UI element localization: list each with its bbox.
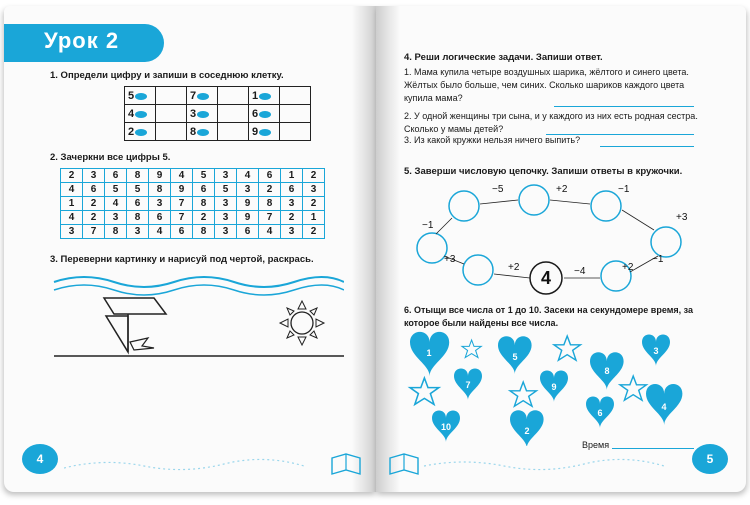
page-number: 5 — [692, 444, 728, 474]
digit-cell[interactable]: 2 — [259, 183, 281, 197]
hidden-number: 3 — [653, 346, 659, 356]
digit-cell[interactable]: 1 — [303, 211, 325, 225]
digit-cell: 4 — [125, 105, 156, 123]
digit-cell[interactable]: 6 — [193, 183, 215, 197]
digit-cell[interactable]: 2 — [303, 197, 325, 211]
digit-cell[interactable]: 9 — [149, 169, 171, 183]
hidden-number: 9 — [551, 382, 557, 392]
hearts-and-stars — [404, 326, 724, 446]
hidden-number: 5 — [512, 352, 518, 362]
grid-row — [125, 105, 311, 123]
digit-cell: 9 — [249, 123, 280, 141]
hidden-number: 7 — [465, 380, 471, 390]
digit-cell[interactable]: 7 — [171, 211, 193, 225]
chain-op: +2 — [508, 262, 520, 273]
lesson-title: Урок 2 — [44, 28, 120, 53]
chain-circle[interactable] — [463, 255, 493, 285]
digit-cell[interactable]: 4 — [61, 183, 83, 197]
open-workbook — [4, 6, 746, 498]
digit-cell[interactable]: 3 — [215, 211, 237, 225]
digits-row — [61, 225, 325, 239]
digit-cell[interactable]: 2 — [303, 169, 325, 183]
star-icon — [410, 378, 439, 404]
answer-cell[interactable] — [218, 87, 249, 105]
task5-title: 5. Заверши числовую цепочку. Запиши ответы в кружочки. — [404, 166, 683, 177]
chain-circle[interactable] — [519, 185, 549, 215]
star-icon — [510, 382, 536, 406]
digit-cell[interactable]: 8 — [105, 225, 127, 239]
chain-op: −1 — [652, 254, 664, 265]
task4-question2: 2. У одной женщины три сына, и у каждого из них есть родная сестра. Сколько у мамы детей? — [404, 111, 698, 134]
digit-cell[interactable]: 4 — [237, 169, 259, 183]
answer-cell[interactable] — [280, 123, 311, 141]
digit-cell: 5 — [125, 87, 156, 105]
digit-cell[interactable]: 3 — [127, 225, 149, 239]
digits-row — [61, 183, 325, 197]
chain-circle[interactable] — [591, 191, 621, 221]
digit-cell[interactable]: 5 — [105, 183, 127, 197]
digits-row — [61, 197, 325, 211]
chain-circle[interactable] — [651, 227, 681, 257]
answer-cell[interactable] — [218, 123, 249, 141]
time-label: Время — [582, 440, 610, 450]
digit-cell[interactable]: 1 — [281, 169, 303, 183]
answer-cell[interactable] — [280, 87, 311, 105]
digit-cell: 3 — [187, 105, 218, 123]
sailboat-drawing — [104, 298, 166, 352]
answer-cell[interactable] — [156, 123, 187, 141]
answer-line[interactable] — [554, 106, 694, 107]
grid-row — [125, 123, 311, 141]
digit-cell[interactable]: 3 — [105, 211, 127, 225]
digit-cell[interactable]: 4 — [171, 169, 193, 183]
digits-row — [61, 211, 325, 225]
grid-row — [125, 87, 311, 105]
star-icon — [462, 340, 481, 358]
digit-cell[interactable]: 3 — [149, 197, 171, 211]
chain-start: 4 — [540, 268, 552, 288]
hidden-number: 4 — [661, 402, 667, 412]
decorative-dots — [384, 448, 674, 478]
chain-circle[interactable] — [417, 233, 447, 263]
number-chain — [396, 178, 726, 298]
answer-cell[interactable] — [156, 105, 187, 123]
digit-cell[interactable]: 5 — [215, 183, 237, 197]
digit-cell[interactable]: 9 — [171, 183, 193, 197]
task6-title: 6. Отыщи все числа от 1 до 10. Засеки на секундомере время, за которое были найдены все числа. — [404, 305, 693, 328]
digit-cell[interactable]: 3 — [237, 183, 259, 197]
digit-cell[interactable]: 3 — [215, 169, 237, 183]
digit-cell[interactable]: 2 — [83, 211, 105, 225]
chain-op: −1 — [422, 220, 434, 231]
answer-cell[interactable] — [156, 87, 187, 105]
digit-cell[interactable]: 6 — [259, 169, 281, 183]
digit-cell[interactable]: 7 — [171, 197, 193, 211]
hidden-number: 6 — [597, 408, 603, 418]
chain-op: −1 — [618, 184, 630, 195]
digits-table — [60, 168, 325, 239]
task2-title: 2. Зачеркни все цифры 5. — [50, 152, 171, 163]
hidden-number: 8 — [604, 366, 610, 376]
digit-cell[interactable]: 6 — [171, 225, 193, 239]
hidden-number: 10 — [440, 422, 452, 432]
right-page — [376, 6, 746, 492]
book-icon — [332, 454, 360, 474]
digit-cell[interactable]: 2 — [303, 225, 325, 239]
digit-cell[interactable]: 3 — [281, 225, 303, 239]
chain-op: +2 — [556, 184, 568, 195]
digit-cell[interactable]: 4 — [149, 225, 171, 239]
digits-row — [61, 169, 325, 183]
digit-cell[interactable]: 8 — [127, 169, 149, 183]
digit-cell[interactable]: 8 — [193, 225, 215, 239]
sun-drawing — [280, 301, 324, 345]
digit-cell: 8 — [187, 123, 218, 141]
digit-cell[interactable]: 5 — [193, 169, 215, 183]
digit-cell[interactable]: 8 — [127, 211, 149, 225]
digit-cell[interactable]: 2 — [281, 211, 303, 225]
task4-question3: 3. Из какой кружки нельзя ничего выпить? — [404, 135, 581, 145]
digit-cell[interactable]: 8 — [149, 183, 171, 197]
digit-cell[interactable]: 2 — [61, 169, 83, 183]
digit-cell[interactable]: 3 — [281, 197, 303, 211]
task4-question1: 1. Мама купила четыре воздушных шарика, жёлтого и синего цвета. Жёлтых было больше, чем синих. Сколько шариков каждого цвета купила мама? — [404, 67, 689, 103]
chain-op: −4 — [574, 266, 586, 277]
hidden-number: 2 — [524, 426, 530, 436]
chain-op: −5 — [492, 184, 504, 195]
digit-cell[interactable]: 3 — [61, 225, 83, 239]
digit-cell[interactable]: 4 — [61, 211, 83, 225]
page-number: 4 — [22, 444, 58, 474]
chain-op: +2 — [622, 262, 634, 273]
chain-op: +3 — [444, 254, 456, 265]
book-icon — [390, 454, 418, 474]
task1-title: 1. Определи цифру и запиши в соседнюю клетку. — [50, 70, 284, 81]
digit-cell[interactable]: 1 — [61, 197, 83, 211]
digit-cell[interactable]: 3 — [303, 183, 325, 197]
digit-cell[interactable]: 6 — [149, 211, 171, 225]
answer-cell[interactable] — [218, 105, 249, 123]
task3-title: 3. Переверни картинку и нарисуй под чертой, раскрась. — [50, 254, 314, 265]
digit-cell[interactable]: 7 — [259, 211, 281, 225]
chain-circle[interactable] — [449, 191, 479, 221]
star-icon — [620, 376, 646, 400]
digit-cell: 1 — [249, 87, 280, 105]
digit-cell[interactable]: 8 — [259, 197, 281, 211]
digit-cell[interactable]: 3 — [83, 169, 105, 183]
digit-cell[interactable]: 8 — [193, 197, 215, 211]
digit-cell[interactable]: 4 — [259, 225, 281, 239]
digit-cell: 7 — [187, 87, 218, 105]
decorative-dots — [64, 448, 364, 478]
digit-cell[interactable]: 6 — [105, 169, 127, 183]
digit-grid — [124, 86, 311, 141]
digit-cell[interactable]: 5 — [127, 183, 149, 197]
digit-cell: 6 — [249, 105, 280, 123]
digit-cell[interactable]: 3 — [215, 225, 237, 239]
spine-shadow — [352, 6, 376, 492]
digit-cell[interactable]: 2 — [193, 211, 215, 225]
flip-picture — [44, 268, 344, 368]
hidden-number: 1 — [426, 348, 432, 358]
digit-cell[interactable]: 9 — [237, 197, 259, 211]
digit-cell[interactable]: 6 — [83, 183, 105, 197]
digit-cell[interactable]: 6 — [281, 183, 303, 197]
chain-op: +3 — [676, 212, 688, 223]
digit-cell[interactable]: 2 — [83, 197, 105, 211]
star-icon — [554, 336, 580, 360]
task4-title: 4. Реши логические задачи. Запиши ответ. — [404, 52, 603, 63]
digit-cell[interactable]: 6 — [237, 225, 259, 239]
digit-cell[interactable]: 6 — [127, 197, 149, 211]
answer-cell[interactable] — [280, 105, 311, 123]
answer-line[interactable] — [600, 146, 694, 147]
left-page — [4, 6, 376, 492]
digit-cell[interactable]: 4 — [105, 197, 127, 211]
digit-cell[interactable]: 3 — [215, 197, 237, 211]
digit-cell[interactable]: 7 — [83, 225, 105, 239]
digit-cell[interactable]: 9 — [237, 211, 259, 225]
digit-cell: 2 — [125, 123, 156, 141]
